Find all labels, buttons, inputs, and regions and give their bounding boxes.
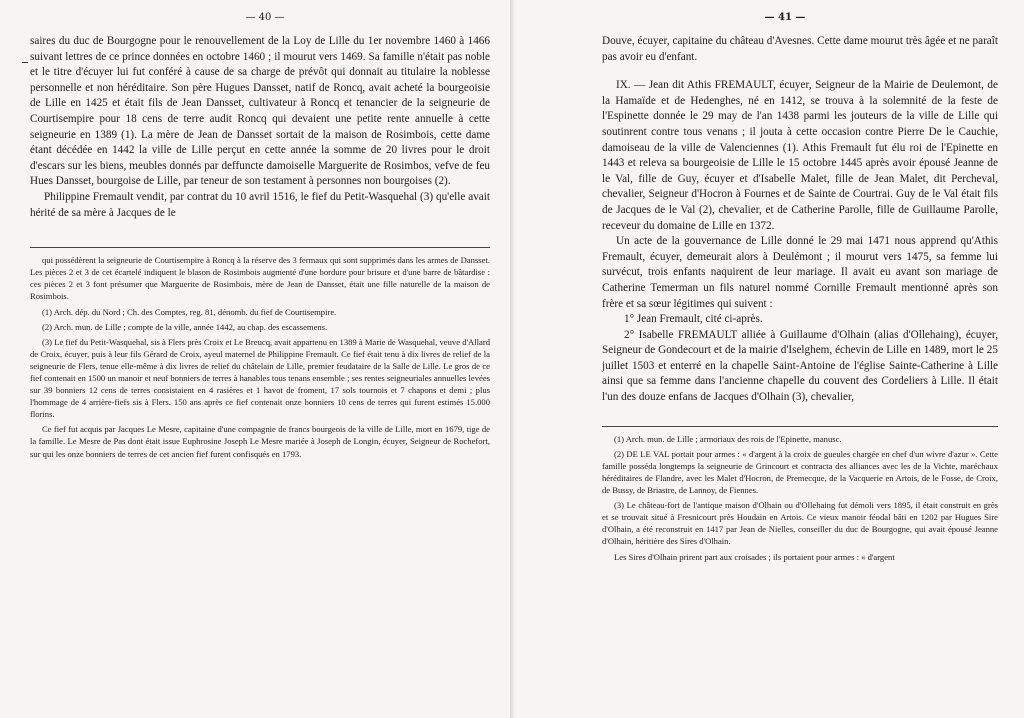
page-number: — 41 —	[764, 12, 806, 23]
right-page	[512, 0, 1024, 718]
footnote: (1) Arch. mun. de Lille ; armoriaux des rois de l'Epinette, manusc.	[614, 433, 842, 444]
page-number: — 40 —	[245, 12, 285, 23]
footnote-rule	[30, 247, 490, 248]
margin-mark	[22, 62, 28, 63]
footnotes	[30, 254, 490, 460]
footnote-rule	[602, 426, 998, 427]
footnote: (2) Arch. mun. de Lille ; compte de la ville, année 1442, au chap. des escassemens.	[42, 321, 328, 332]
footnotes	[602, 433, 998, 563]
main-text	[602, 34, 998, 406]
main-text	[30, 34, 490, 221]
paragraph: IX. — Jean dit Athis FREMAULT, écuyer, Seigneur de la Mairie de Deulemont, de la Hamaïde et de Hedenghes, né en 1412, se trouva à la solemnité de la feste de l'Espinette donnée le 29 may de l'an 1438 parmi les jouteurs de la ville de Lille qui soutinrent contre tous venans ; il jouta à cette occasion contre Pierre De le Cauchie, damoiseau de la ville de Valenciennes (1). Athis Fremault fut élu roi de l'Epinette en 1443 et releva sa bourgeoisie de Lille le 15 octobre 1445 après avoir épousé Jeanne de le Val, fille de Guy, écuyer et d'Isabelle Malet, fille de Jean Malet, dit Percheval, chevalier, Seigneur d'Hocron à Fournes et de Sainte de Courtrai. Guy de le Val était fils de Jacques de le Val (2), chevalier, et de Catherine Parolle, fille de Guillaume Parolle, receveur du domaine de Lille en 1372.	[602, 79, 998, 232]
footnote: (3) Le château-fort de l'antique maison d'Olhain ou d'Ollehaing fut démoli vers 1895, il était construit en grès et se trouvait situé à Fresnicourt près Houdain en Artois. Ce vieux manoir féodal bâti en 1202 par Hugues Sire d'Olhain, a été reconstruit en 1417 par Jean de Nielles, conseiller du duc de Bourgogne, qui avait épousé Jeanne d'Olhain, héritière des Sires d'Olhain.	[602, 500, 998, 547]
list-item: 1° Jean Fremault, cité ci-après.	[624, 313, 763, 326]
footnote: qui possédèrent la seigneurie de Courtisempire à Roncq à la réserve des 3 fermaux qui sont supprimés dans les armes de Dansset. Les pièces 2 et 3 de cet écartelé indiquent le blason de Rosimbois augmenté d'une bordure pour brisure et d'une barre de bâtardise : ces pièces 2 et 3 font présumer que Marguerite de Rosimbois, mère de Jean de Dansset, était une fille naturelle de la maison de Rosimbois.	[30, 255, 490, 302]
footnote: Ce fief fut acquis par Jacques Le Mesre, capitaine d'une compagnie de francs bourgeois de la ville de Lille, mort en 1679, tige de la famille. Le Mesre de Pas dont était issue Euphrosine Joseph Le Mesre mariée à Joseph de Longin, écuyer, Seigneur de Rochefort, sur qui les onze bonniers de terres de cet ancien fief furent confisqués en 1793.	[30, 424, 490, 459]
footnote: Les Sires d'Olhain prirent part aux croisades ; ils portaient pour armes : « d'argent	[614, 551, 895, 562]
paragraph: Douve, écuyer, capitaine du château d'Avesnes. Cette dame mourut très âgée et ne paraît pas avoir eu d'enfant.	[602, 35, 998, 63]
paragraph: Un acte de la gouvernance de Lille donné le 29 mai 1471 nous apprend qu'Athis Fremault, écuyer, demeurait alors à Deulémont ; il mourut vers 1475, sa femme lui survécut, trois enfants naquirent de leur mariage. Il avait eu avant son mariage de Catherine Temerman un fils naturel nommé Cornille Fremault mentionné après son frère et sa sœur légitimes qui suivent :	[602, 235, 998, 310]
footnote: (2) DE LE VAL portait pour armes : « d'argent à la croix de gueules chargée en chef d'un wivre d'azur ». Cette famille posséda longtemps la seigneurie de Grincourt et contracta des alliances avec les de la Vichte, maréchaux héréditaires de Flandre, avec les Malet d'Hocron, de Premecque, de la Vacquerie en Artois, de le Fosse, de Croix, de Bussy, de Briastre, de Lannoy, de Fiennes.	[602, 448, 998, 496]
paragraph: saires du duc de Bourgogne pour le renouvellement de la Loy de Lille du 1er novembre 1460 à 1466 suivant lettres de ce prince données en octobre 1460 ; il mourut vers 1469. Sa famille n'était pas noble et le titre d'écuyer lui fut conféré à cause de sa charge de prévôt qui donnait au titulaire la noblesse personnelle et non héréditaire. Son père Hugues Dansset, natif de Roncq, avait acheté la bourgeoisie de Lille en 1425 et était fils de Jean Dansset, cultivateur à Roncq et tenancier de la seigneurie de Courtisempire pour 18 cens de terre audit Roncq qui devaient une petite rente annuelle à cette seigneurie en 1389 (1). La mère de Jean de Dansset sortait de la maison de Rosimbois, cette dame étant décédée en 1442 la ville de Lille perçut en cette année la somme de 20 livres pour le droit d'escars sur les biens, meubles donnés par deffuncte damoiselle Marguerite de Rosimbos, vefve de feu Hues Dansset, bourgoise de Lille, par teneur de son testament à personnes non bourgoises (2).	[30, 35, 490, 188]
footnote: (3) Le fief du Petit-Wasquehal, sis à Flers près Croix et Le Breucq, avait appartenu en 1389 à Marie de Wasquehal, veuve d'Allard de Croix, écuyer, puis à leur fils Gérard de Croix, ayeul maternel de Philippine Fremault. Ce fief était tenu à dix livres de relief de la seigneurie de Flers, tenue elle-même à dix livres de relief du châtelain de Lille, premier feudataire de la Salle de Lille. Le gros de ce fief contenait en 1500 un manoir et neuf bonniers de terres à hanables tous tenans ensemble ; ses rentes seigneuriales annuelles levées sur 39 bonniers 12 cens de terres consistaient en 4 rasières et 1 havot de froment, 17 sols tournois et 7 chapons et demi ; plus l'hommage de 4 arrière-fiefs sis à Flers. 150 ans après ce fief contenait onze bonniers 10 cens de terres qui furent estimés 15.000 florins.	[30, 336, 490, 420]
list-item: 2° Isabelle FREMAULT alliée à Guillaume d'Olhain (alias d'Ollehaing), écuyer, Seigneur de Gondecourt et de la mairie d'Iselghem, échevin de Lille en 1489, mort le 25 juillet 1503 et enterré en la chapelle Saint-Antoine de l'église Sainte-Catherine à Lille ainsi que sa femme dans l'ancienne chapelle du couvent des Cordeliers à Lille. Il était l'un des douze enfans de Jacques d'Olhain (3), chevalier,	[602, 328, 998, 404]
footnote: (1) Arch. dép. du Nord ; Ch. des Comptes, reg. 81, dénomb. du fief de Courtisempire.	[42, 306, 337, 317]
paragraph: Philippine Fremault vendit, par contrat du 10 avril 1516, le fief du Petit-Wasquehal (3) qu'elle avait hérité de sa mère à Jacques de le	[30, 190, 490, 219]
